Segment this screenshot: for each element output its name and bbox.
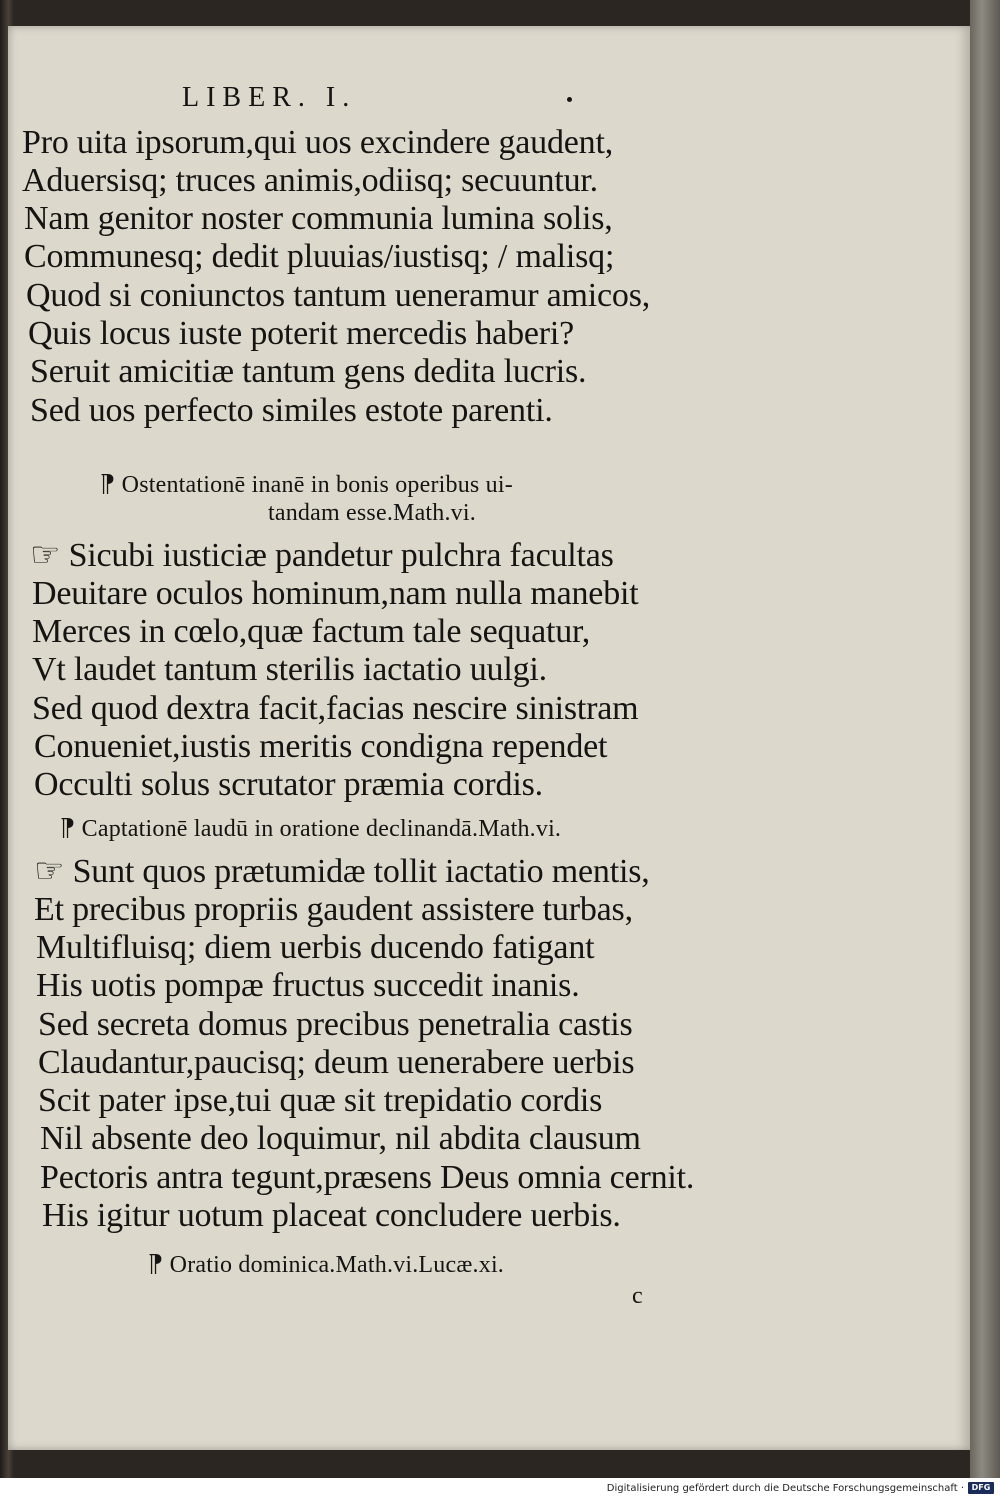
section-heading-continued: tandam esse.Math.vi. [268, 500, 476, 526]
verse-line: Vt laudet tantum sterilis iactatio uulgi. [32, 651, 547, 688]
verse-line: Seruit amicitiæ tantum gens dedita lucris. [30, 353, 587, 390]
verse-line: His uotis pompæ fructus succedit inanis. [36, 967, 580, 1004]
verse-line: Claudantur,paucisq; deum uenerabere uerbis [38, 1044, 635, 1081]
section-heading: ⁋ Captationē laudū in oratione declinandā.Math.vi. [60, 816, 562, 842]
verse-line: Occulti solus scrutator præmia cordis. [34, 766, 543, 803]
verse-line: Merces in cœlo,quæ factum tale sequatur, [32, 613, 591, 650]
verse-line: Pectoris antra tegunt,præsens Deus omnia cernit. [40, 1159, 695, 1196]
verse-line: Nam genitor noster communia lumina solis, [24, 200, 613, 237]
ink-speck [567, 97, 572, 102]
verse-line: Aduersisq; truces animis,odiisq; secuuntur. [22, 162, 598, 199]
verse-line: Conueniet,iustis meritis condigna rependet [34, 728, 608, 765]
verse-line: Sed secreta domus precibus penetralia castis [38, 1006, 633, 1043]
footer-bar [0, 1478, 1000, 1499]
funding-credit: Digitalisierung gefördert durch die Deutsche Forschungsgemeinschaft · [606, 1483, 964, 1494]
verse-line: ☞ Sicubi iusticiæ pandetur pulchra facultas [30, 537, 614, 574]
verse-line: His igitur uotum placeat concludere uerbis. [42, 1197, 621, 1234]
verse-line: Multifluisq; diem uerbis ducendo fatigant [36, 929, 595, 966]
verse-line: Sed uos perfecto similes estote parenti. [30, 392, 553, 429]
section-heading: ⁋ Oratio dominica.Math.vi.Lucæ.xi. [148, 1252, 505, 1278]
section-heading: ⁋ Ostentationē inanē in bonis operibus ui- [100, 472, 513, 498]
verse-line: Quod si coniunctos tantum ueneramur amicos, [26, 277, 651, 314]
verse-line: Et precibus propriis gaudent assistere turbas, [34, 891, 633, 928]
verse-line: Deuitare oculos hominum,nam nulla manebit [32, 575, 639, 612]
verse-line: Quis locus iuste poterit mercedis haberi? [28, 315, 575, 352]
running-head: LIBER. I. [182, 82, 357, 113]
verse-line: Nil absente deo loquimur, nil abdita clausum [40, 1120, 641, 1157]
verse-line: Communesq; dedit pluuias/iustisq; / malisq; [24, 238, 615, 275]
verse-line: Scit pater ipse,tui quæ sit trepidatio cordis [38, 1082, 603, 1119]
verse-line: Sed quod dextra facit,facias nescire sinistram [32, 690, 639, 727]
signature-mark: c [632, 1283, 643, 1309]
verse-line: ☞ Sunt quos prætumidæ tollit iactatio mentis, [34, 853, 650, 890]
dfg-logo: DFG [968, 1482, 994, 1494]
verse-line: Pro uita ipsorum,qui uos excindere gaudent, [22, 124, 613, 161]
